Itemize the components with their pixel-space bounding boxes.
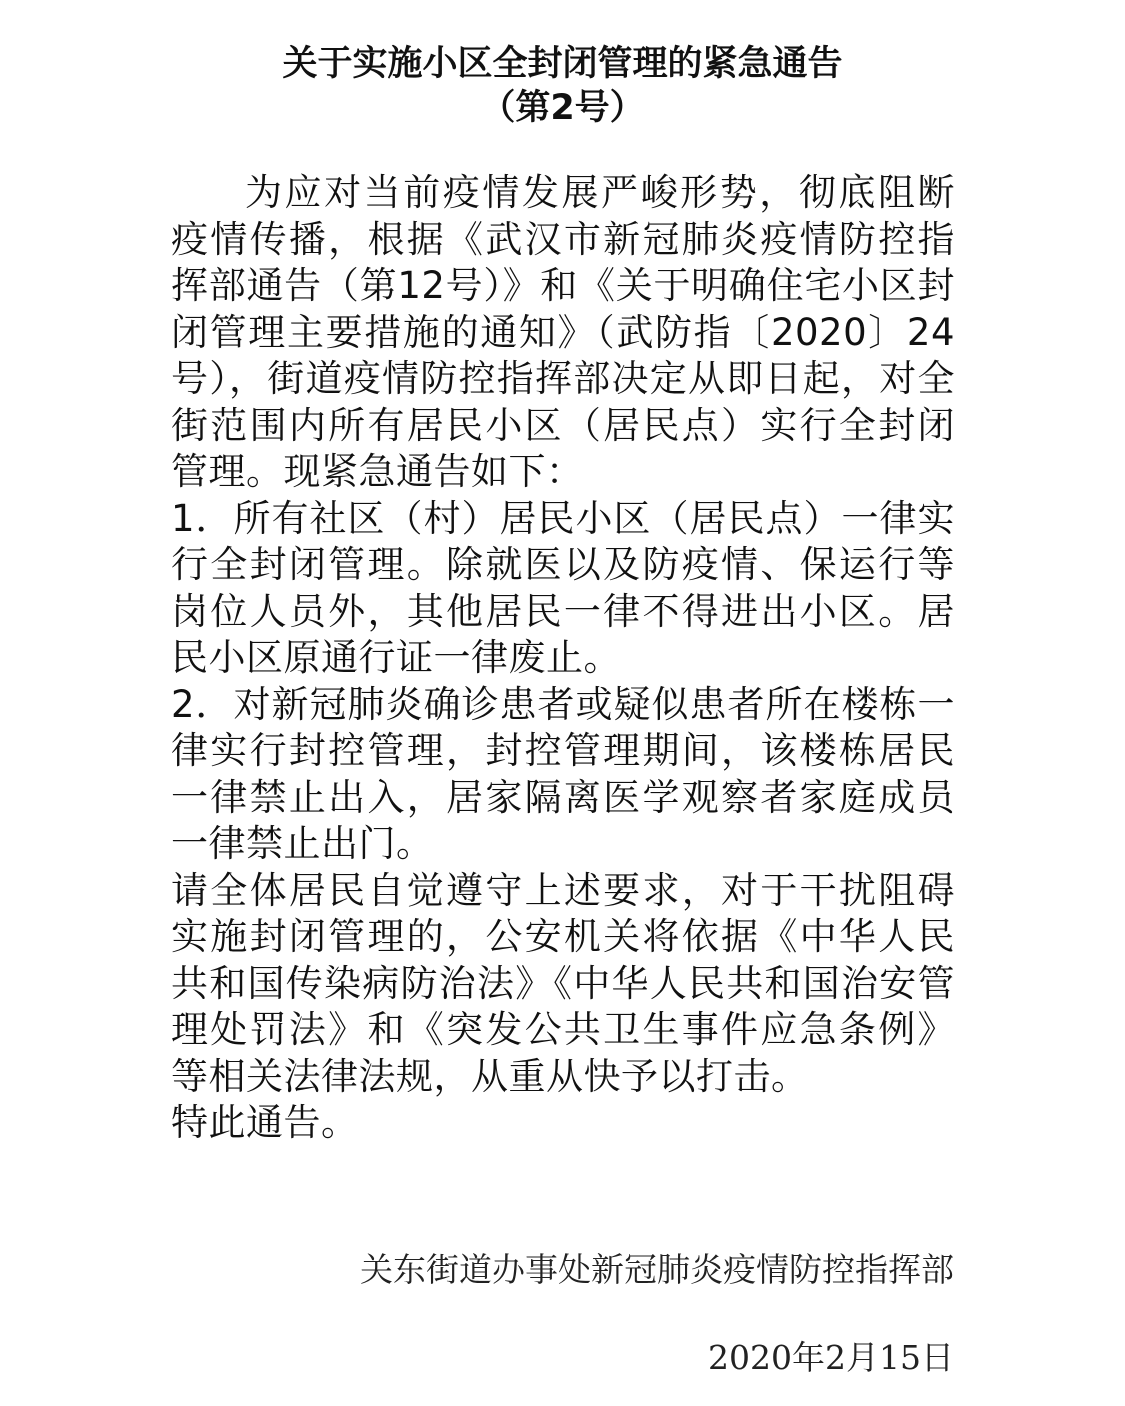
notice-number: （第2号）: [480, 88, 645, 128]
notice-title: 关于实施小区全封闭管理的紧急通告: [282, 44, 843, 84]
measure-item-2: 2．对新冠肺炎确诊患者或疑似患者所在楼栋一律实行封控管理，封控管理期间，该楼栋居民一律禁止出入，居家隔离医学观察者家庭成员一律禁止出门。: [171, 682, 955, 865]
intro-paragraph: 为应对当前疫情发展严峻形势，彻底阻断疫情传播，根据《武汉市新冠肺炎疫情防控指挥部通告（第12号）》和《关于明确住宅小区封闭管理主要措施的通知》（武防指〔2020〕24号），街道疫情防控指挥部决定从即日起，对全街范围内所有居民小区（居民点）实行全封闭管理。现紧急通告如下：: [171, 171, 955, 493]
measure-item-1: 1．所有社区（村）居民小区（居民点）一律实行全封闭管理。除就医以及防疫情、保运行等岗位人员外，其他居民一律不得进出小区。居民小区原通行证一律废止。: [171, 496, 955, 679]
issue-date: 2020年2月15日: [708, 1338, 954, 1377]
issuer-signature: 关东街道办事处新冠肺炎疫情防控指挥部: [360, 1250, 954, 1289]
notice-body: [171, 170, 955, 1147]
warning-paragraph: 请全体居民自觉遵守上述要求，对于干扰阻碍实施封闭管理的，公安机关将依据《中华人民共和国传染病防治法》《中华人民共和国治安管理处罚法》和《突发公共卫生事件应急条例》等相关法律法规，从重从快予以打击。: [171, 868, 955, 1098]
closing-line: 特此通告。: [171, 1101, 359, 1144]
